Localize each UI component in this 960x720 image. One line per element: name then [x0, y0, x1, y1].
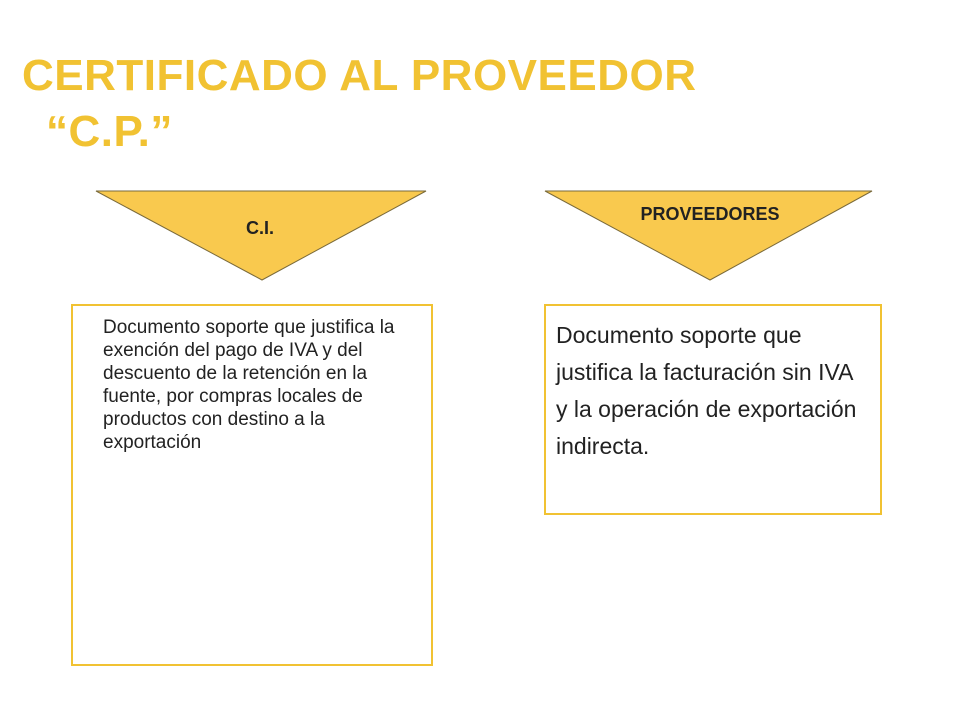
- title-line-2: “C.P.”: [46, 107, 173, 156]
- ci-header-label: C.I.: [245, 218, 274, 238]
- proveedores-description-box: [544, 304, 882, 515]
- title-line-1: CERTIFICADO AL PROVEEDOR: [22, 51, 697, 100]
- ci-description-text: Documento soporte que justifica la exención del pago de IVA y del descuento de la retención en la fuente, por compras locales de productos con destino a la exportación: [103, 317, 395, 453]
- proveedores-description-text: Documento soporte que justifica la facturación sin IVA y la operación de exportación indirecta.: [556, 322, 857, 459]
- proveedores-header-label: PROVEEDORES: [640, 204, 780, 224]
- ci-description-box: [71, 304, 433, 666]
